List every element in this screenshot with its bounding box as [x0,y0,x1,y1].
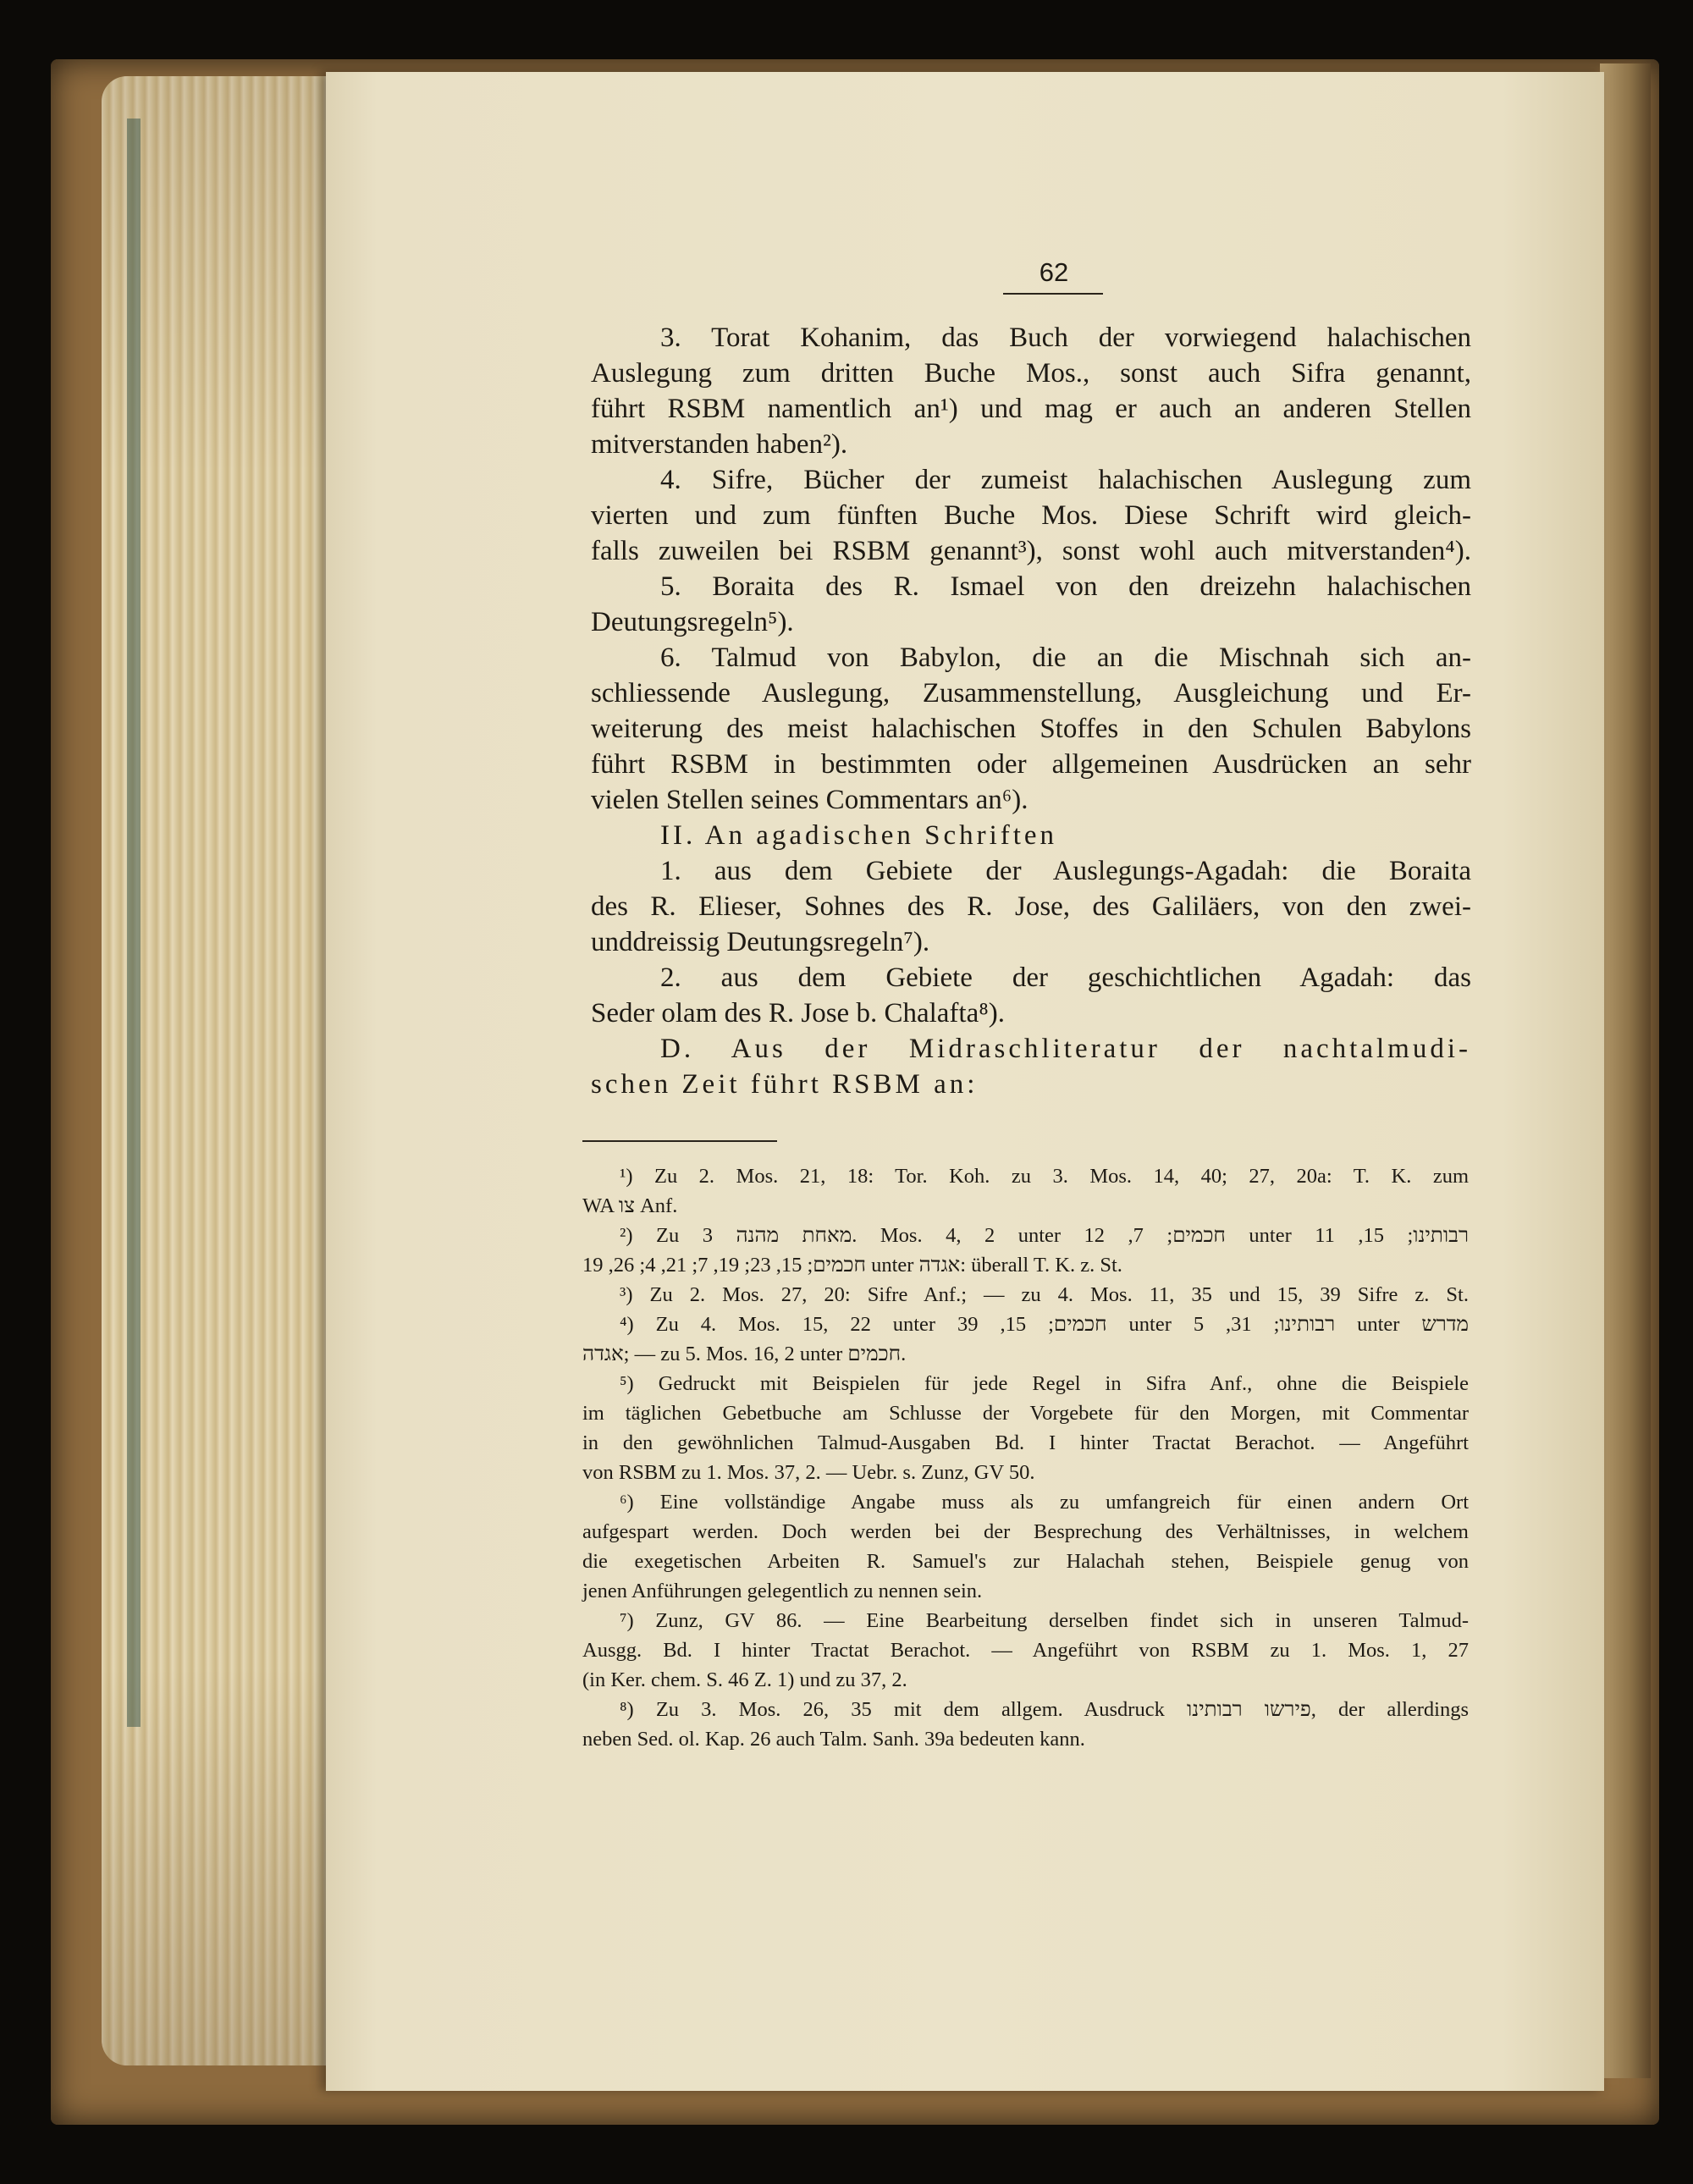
paragraph-torat-kohanim [591,320,1471,462]
footnote-line: die exegetischen Arbeiten R. Samuel's zur Halachah stehen, Beispiele genug von [582,1550,1469,1573]
text-line: Auslegung zum dritten Buche Mos., sonst auch Sifra genannt, [591,358,1471,389]
footnote-line: jenen Anführungen gelegentlich zu nennen sein. [582,1580,983,1602]
footnote-line: חכמים; 15, 23; 19, 7; 21, 4; 26, 19 unter אגדה: überall T. K. z. St. [582,1254,1122,1277]
footnote-line: ⁵) Gedruckt mit Beispielen für jede Regel in Sifra Anf., ohne die Beispiele [620,1372,1469,1395]
footnote-line: ⁸) Zu 3. Mos. 26, 35 mit dem allgem. Ausdruck פירשו רבותינו, der allerdings [620,1698,1469,1721]
text-line: D. Aus der Midraschliteratur der nachtalmudi- [660,1034,1471,1064]
text-line: mitverstanden haben²). [591,429,848,460]
footnote-line: ⁷) Zunz, GV 86. — Eine Bearbeitung derselben findet sich in unseren Talmud- [620,1609,1469,1632]
text-line: unddreissig Deutungsregeln⁷). [591,927,930,957]
text-line: weiterung des meist halachischen Stoffes in den Schulen Babylons [591,714,1471,744]
text-line: falls zuweilen bei RSBM genannt³), sonst wohl auch mitverstanden⁴). [591,536,1471,566]
footnote-line: ³) Zu 2. Mos. 27, 20: Sifre Anf.; — zu 4. Mos. 11, 35 und 15, 39 Sifre z. St. [620,1283,1469,1306]
text-line: schliessende Auslegung, Zusammenstellung, Ausgleichung und Er- [591,678,1471,709]
footnote-2 [582,1221,1469,1280]
footnote-line: Ausgg. Bd. I hinter Tractat Berachot. — Angeführt von RSBM zu 1. Mos. 1, 27 [582,1639,1469,1662]
text-line: Deutungsregeln⁵). [591,607,794,637]
footnote-line: ⁴) Zu 4. Mos. 15, 22 unter חכמים; 15, 39 unter רבותינו; 31, 5 unter מדרש [620,1313,1470,1336]
footnote-line: neben Sed. ol. Kap. 26 auch Talm. Sanh. 39a bedeuten kann. [582,1728,1085,1751]
footnote-5 [582,1369,1469,1487]
section-heading: II. An agadischen Schriften [660,820,1058,851]
footnote-4 [582,1310,1469,1369]
footnote-7 [582,1606,1469,1695]
text-line: 3. Torat Kohanim, das Buch der vorwiegend halachischen [660,323,1471,353]
footnote-line: אגדה; — zu 5. Mos. 16, 2 unter חכמים. [582,1343,907,1365]
footnote-line: ⁶) Eine vollständige Angabe muss als zu umfangreich für einen andern Ort [620,1491,1469,1514]
text-line: führt RSBM namentlich an¹) und mag er auch an anderen Stellen [591,394,1471,424]
footnote-1 [582,1161,1469,1221]
footnote-line: WA צו Anf. [582,1194,678,1217]
text-line: führt RSBM in bestimmten oder allgemeinen Ausdrücken an sehr [591,749,1471,780]
footnote-line: aufgespart werden. Doch werden bei der Besprechung des Verhältnisses, in welchem [582,1520,1469,1543]
paragraph-midraschliteratur [591,1031,1471,1102]
paragraph-geschichtliche-agadah [591,960,1471,1031]
footnote-line: ¹) Zu 2. Mos. 21, 18: Tor. Koh. zu 3. Mos. 14, 40; 27, 20a: T. K. zum [620,1165,1469,1188]
page-number-rule [1003,293,1103,295]
footnote-6 [582,1487,1469,1606]
paragraph-talmud-babylon [591,640,1471,818]
text-line: 4. Sifre, Bücher der zumeist halachischen Auslegung zum [660,465,1471,495]
footnote-line: von RSBM zu 1. Mos. 37, 2. — Uebr. s. Zunz, GV 50. [582,1461,1035,1484]
page-number: 62 [1039,257,1069,287]
heading-agadische-schriften [591,818,1471,853]
text-line: vierten und zum fünften Buche Mos. Diese Schrift wird gleich- [591,500,1471,531]
footnote-8 [582,1695,1469,1754]
text-line: vielen Stellen seines Commentars an⁶). [591,785,1028,815]
body-text [591,320,1471,1102]
footnotes [582,1161,1469,1754]
footnote-rule [582,1140,777,1142]
footnote-line: in den gewöhnlichen Talmud-Ausgaben Bd. I hinter Tractat Berachot. — Angeführt [582,1431,1469,1454]
paragraph-boraita-ismael [591,569,1471,640]
paragraph-auslegungs-agadah [591,853,1471,960]
text-line: 6. Talmud von Babylon, die an die Mischnah sich an- [660,643,1471,673]
footnote-3 [582,1280,1469,1310]
text-line: des R. Elieser, Sohnes des R. Jose, des Galiläers, von den zwei- [591,891,1471,922]
text-line: 2. aus dem Gebiete der geschichtlichen Agadah: das [660,962,1471,993]
footnote-line: (in Ker. chem. S. 46 Z. 1) und zu 37, 2. [582,1668,907,1691]
text-line: Seder olam des R. Jose b. Chalafta⁸). [591,998,1005,1029]
footnote-line: ²) Zu מאחת מהנה 3. Mos. 4, 2 unter חכמים; 7, 12 unter רבותינו; 15, 11 [620,1224,1469,1247]
text-line: schen Zeit führt RSBM an: [591,1069,979,1100]
text-line: 1. aus dem Gebiete der Auslegungs-Agadah: die Boraita [660,856,1471,886]
paragraph-sifre [591,462,1471,569]
text-line: 5. Boraita des R. Ismael von den dreizehn halachischen [660,571,1471,602]
footnote-line: im täglichen Gebetbuche am Schlusse der Vorgebete für den Morgen, mit Commentar [582,1402,1469,1425]
